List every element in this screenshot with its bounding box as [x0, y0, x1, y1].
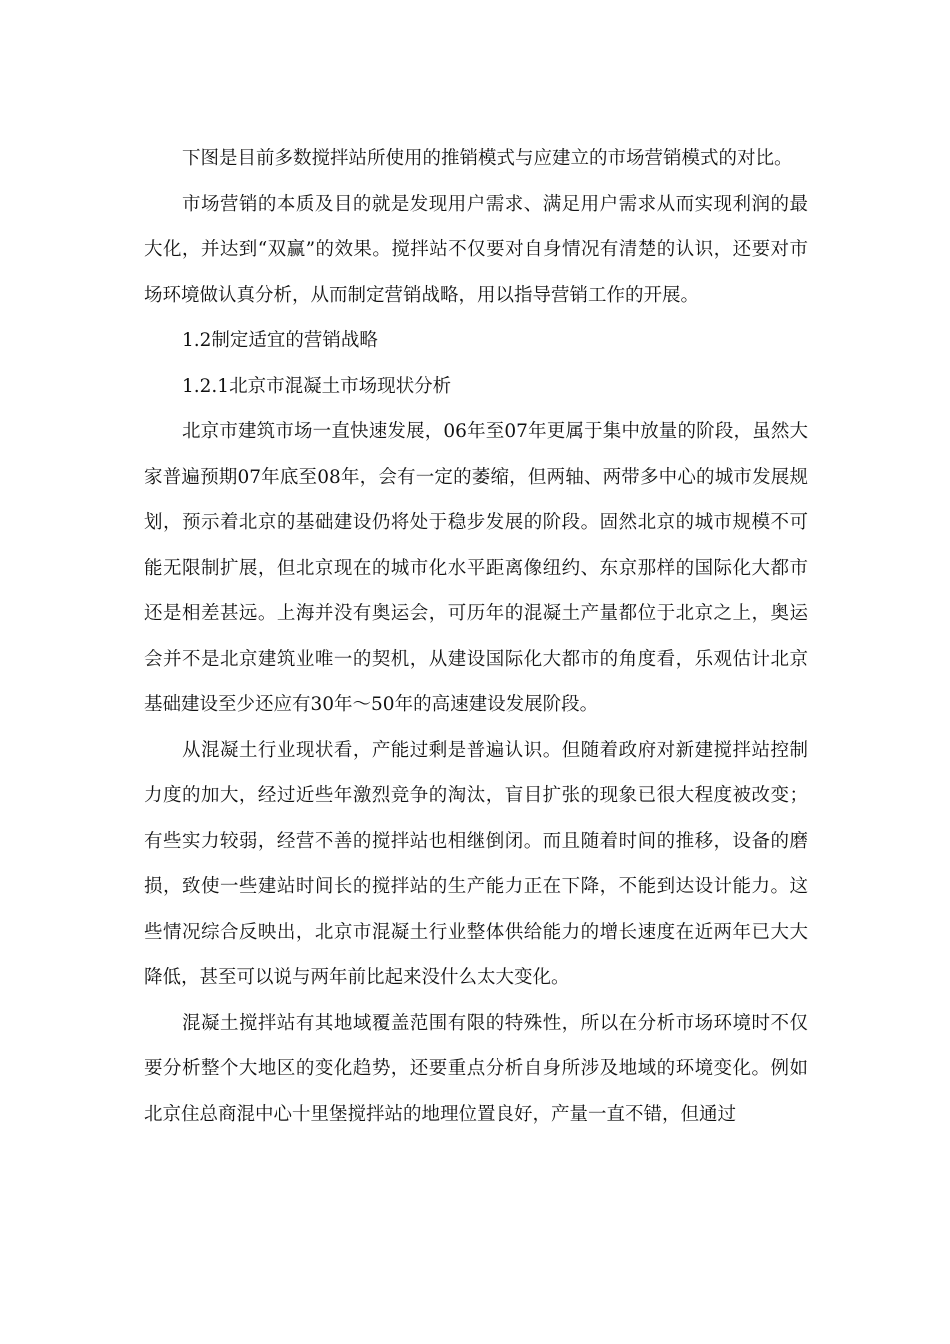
paragraph-regional-coverage: 混凝土搅拌站有其地域覆盖范围有限的特殊性，所以在分析市场环境时不仅要分析整个大地区的变化趋势，还要重点分析自身所涉及地域的环境变化。例如北京住总商混中心十里堡搅拌站的地理位置良好，产量一直不错，但通过	[144, 1012, 808, 1125]
section-heading-1-2-1: 1.2.1北京市混凝土市场现状分析	[182, 375, 452, 397]
document-body	[144, 136, 808, 1137]
paragraph-marketing-essence: 市场营销的本质及目的就是发现用户需求、满足用户需求从而实现利润的最大化，并达到“双赢”的效果。搅拌站不仅要对自身情况有清楚的认识，还要对市场环境做认真分析，从而制定营销战略，用以指导营销工作的开展。	[144, 193, 808, 306]
section-heading-1-2: 1.2制定适宜的营销战略	[182, 330, 378, 351]
paragraph-comparison-intro: 下图是目前多数搅拌站所使用的推销模式与应建立的市场营销模式的对比。	[182, 148, 793, 169]
paragraph-concrete-industry-status: 从混凝土行业现状看，产能过剩是普遍认识。但随着政府对新建搅拌站控制力度的加大，经过近些年激烈竞争的淘汰，盲目扩张的现象已很大程度被改变；有些实力较弱，经营不善的搅拌站也相继倒闭。而且随着时间的推移，设备的磨损，致使一些建站时间长的搅拌站的生产能力正在下降，不能到达设计能力。这些情况综合反映出，北京市混凝土行业整体供给能力的增长速度在近两年已大大降低，甚至可以说与两年前比起来没什么太大变化。	[144, 739, 808, 988]
paragraph-beijing-construction-market: 北京市建筑市场一直快速发展，06年至07年更属于集中放量的阶段，虽然大家普遍预期07年底至08年，会有一定的萎缩，但两轴、两带多中心的城市发展规划，预示着北京的基础建设仍将处于稳步发展的阶段。固然北京的城市规模不可能无限制扩展，但北京现在的城市化水平距离像纽约、东京那样的国际化大都市还是相差甚远。上海并没有奥运会，可历年的混凝土产量都位于北京之上，奥运会并不是北京建筑业唯一的契机，从建设国际化大都市的角度看，乐观估计北京基础建设至少还应有30年～50年的高速建设发展阶段。	[144, 421, 808, 715]
